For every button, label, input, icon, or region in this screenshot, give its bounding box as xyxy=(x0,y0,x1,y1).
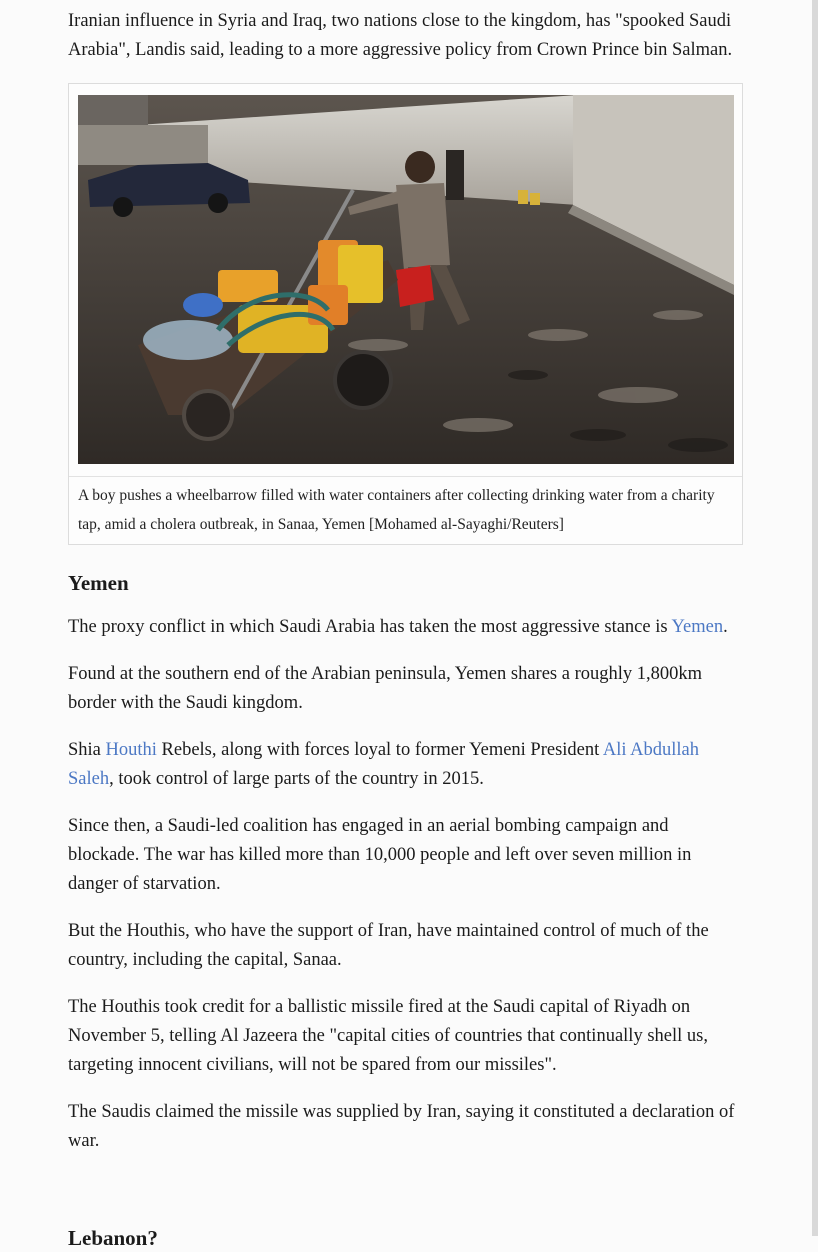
ali-abdullah-saleh-link[interactable]: Ali Abdullah Saleh xyxy=(68,740,699,789)
paragraph-declaration: The Saudis claimed the missile was supplied by Iran, saying it constituted a declaration of war. xyxy=(68,1102,735,1151)
section-heading-next: Lebanon? xyxy=(68,1226,158,1250)
paragraph-text: The proxy conflict in which Saudi Arabia has taken the most aggressive stance is xyxy=(68,617,672,637)
paragraph-border: Found at the southern end of the Arabian peninsula, Yemen shares a roughly 1,800km border with the Saudi kingdom. xyxy=(68,664,703,713)
intro-paragraph: Iranian influence in Syria and Iraq, two nations close to the kingdom, has "spooked Saudi Arabia", Landis said, leading to a more aggressive policy from Crown Prince bin Salman. xyxy=(68,11,733,60)
paragraph-coalition: Since then, a Saudi-led coalition has engaged in an aerial bombing campaign and blockade. The war has killed more than 10,000 people and left over seven million in danger of starvation. xyxy=(68,816,692,894)
paragraph-houthi-rebels xyxy=(68,736,743,794)
paragraph-text: Shia xyxy=(68,740,106,760)
article-figure xyxy=(68,83,743,545)
paragraph-missile: The Houthis took credit for a ballistic missile fired at the Saudi capital of Riyadh on November 5, telling Al Jazeera the "capital cities of countries that continually shell us, targeting innocent civilians, will not be spared from our missiles". xyxy=(68,997,708,1075)
scrollbar[interactable] xyxy=(812,0,818,1236)
paragraph-text: . xyxy=(723,617,728,637)
article-body xyxy=(68,7,743,1174)
paragraph-text: Rebels, along with forces loyal to former Yemeni President xyxy=(156,740,603,760)
houthi-link[interactable]: Houthi xyxy=(105,740,157,760)
yemen-link[interactable]: Yemen xyxy=(671,617,724,637)
paragraph-iran-support: But the Houthis, who have the support of Iran, have maintained control of much of the country, including the capital, Sanaa. xyxy=(68,921,709,970)
article-photo xyxy=(78,95,734,464)
section-heading-yemen: Yemen xyxy=(68,571,129,595)
paragraph-proxy-conflict xyxy=(68,613,743,642)
paragraph-text: , took control of large parts of the country in 2015. xyxy=(109,769,484,789)
figure-caption: A boy pushes a wheelbarrow filled with water containers after collecting drinking water from a charity tap, amid a cholera outbreak, in Sanaa, Yemen [Mohamed al-Sayaghi/Reuters] xyxy=(69,476,742,544)
